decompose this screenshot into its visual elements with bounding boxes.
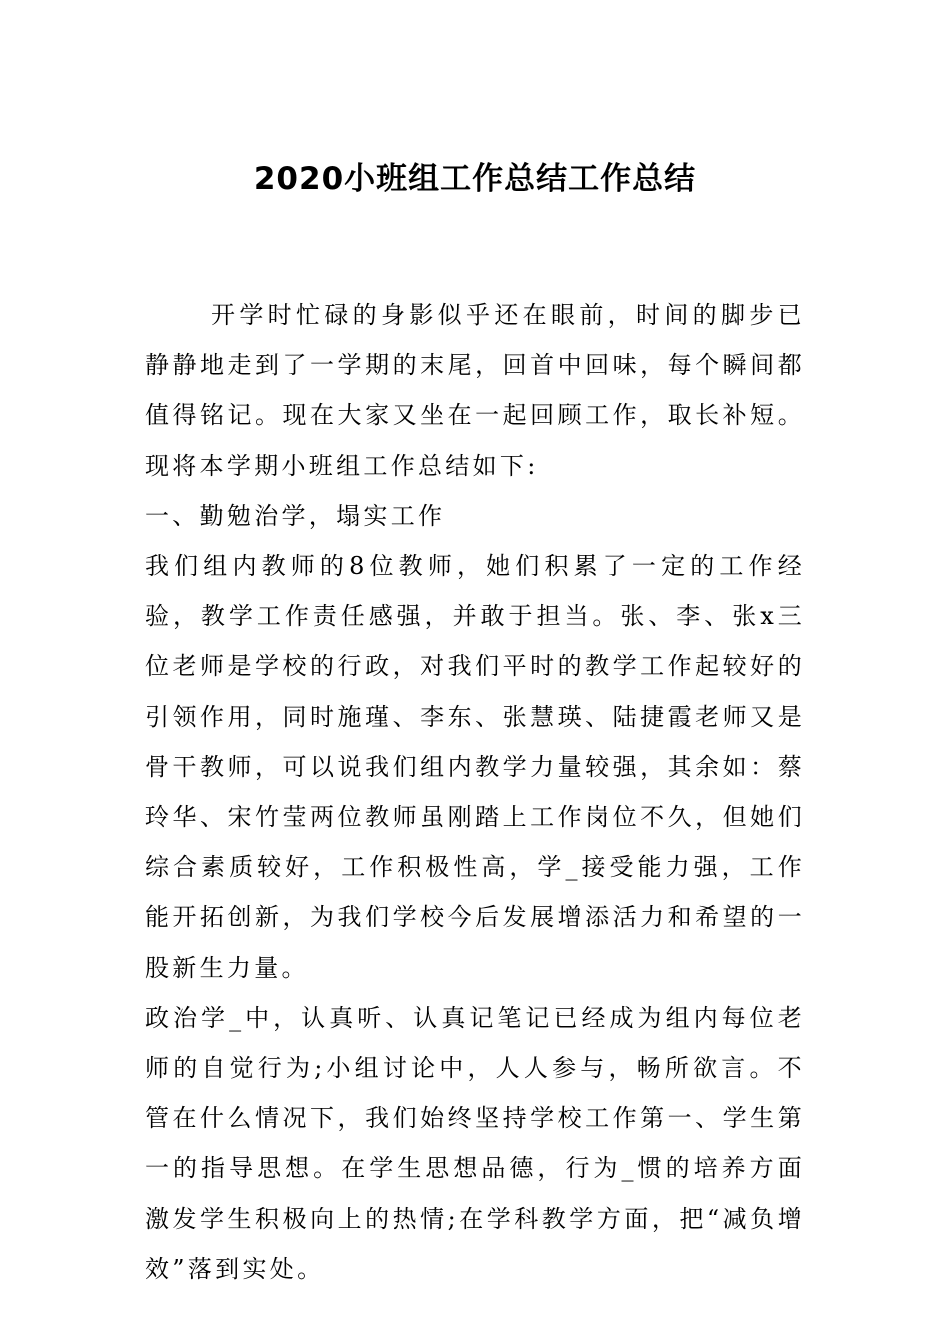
- section-heading: 一、勤勉治学，塌实工作: [145, 501, 446, 530]
- document-title: 2020小班组工作总结工作总结: [253, 161, 697, 197]
- study-paragraph: 政治学_中，认真听、认真记笔记已经成为组内每位老师的自觉行为;小组讨论中，人人参与，畅所欲言。不管在什么情况下，我们始终坚持学校工作第一、学生第一的指导思想。在学生思想品德，行为_惯的培养方面激发学生积极向上的热情;在学科教学方面，把“减负增效”落到实处。: [145, 1003, 805, 1283]
- document-body: [145, 290, 805, 1294]
- teachers-paragraph: 我们组内教师的8位教师，她们积累了一定的工作经验，教学工作责任感强，并敢于担当。张、李、张x三位老师是学校的行政，对我们平时的教学工作起较好的引领作用，同时施瑾、李东、张慧瑛、陆捷霞老师又是骨干教师，可以说我们组内教学力量较强，其余如：蔡玲华、宋竹莹两位教师虽刚踏上工作岗位不久，但她们综合素质较好，工作积极性高，学_接受能力强，工作能开拓创新，为我们学校今后发展增添活力和希望的一股新生力量。: [145, 552, 805, 982]
- intro-paragraph: 开学时忙碌的身影似乎还在眼前，时间的脚步已静静地走到了一学期的末尾，回首中回味，每个瞬间都值得铭记。现在大家又坐在一起回顾工作，取长补短。现将本学期小班组工作总结如下:: [145, 301, 805, 480]
